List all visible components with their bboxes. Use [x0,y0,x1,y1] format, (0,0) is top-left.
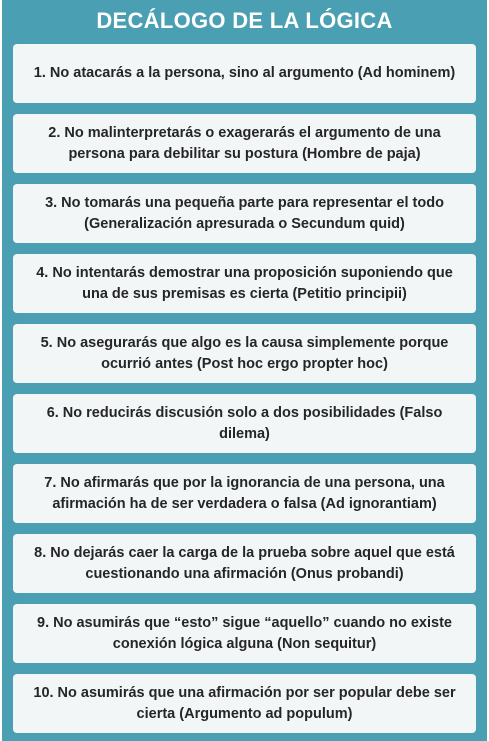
decalogue-poster [2,0,487,741]
rule-card-6: 6. No reducirás discusión solo a dos posibilidades (Falso dilema) [13,394,476,453]
rule-card-8: 8. No dejarás caer la carga de la prueba sobre aquel que está cuestionando una afirmación (Onus probandi) [13,534,476,593]
poster-title: DECÁLOGO DE LA LÓGICA [96,8,393,33]
rule-card-10: 10. No asumirás que una afirmación por ser popular debe ser cierta (Argumento ad populum) [13,674,476,733]
rule-card-2: 2. No malinterpretarás o exagerarás el argumento de una persona para debilitar su postura (Hombre de paja) [13,114,476,173]
rule-card-1: 1. No atacarás a la persona, sino al argumento (Ad hominem) [13,44,476,103]
rule-card-7: 7. No afirmarás que por la ignorancia de una persona, una afirmación ha de ser verdadera o falsa (Ad ignorantiam) [13,464,476,523]
rule-card-5: 5. No asegurarás que algo es la causa simplemente porque ocurrió antes (Post hoc ergo propter hoc) [13,324,476,383]
rule-card-3: 3. No tomarás una pequeña parte para representar el todo (Generalización apresurada o Secundum quid) [13,184,476,243]
rule-card-9: 9. No asumirás que “esto” sigue “aquello” cuando no existe conexión lógica alguna (Non sequitur) [13,604,476,663]
rule-card-4: 4. No intentarás demostrar una proposición suponiendo que una de sus premisas es cierta (Petitio principii) [13,254,476,313]
